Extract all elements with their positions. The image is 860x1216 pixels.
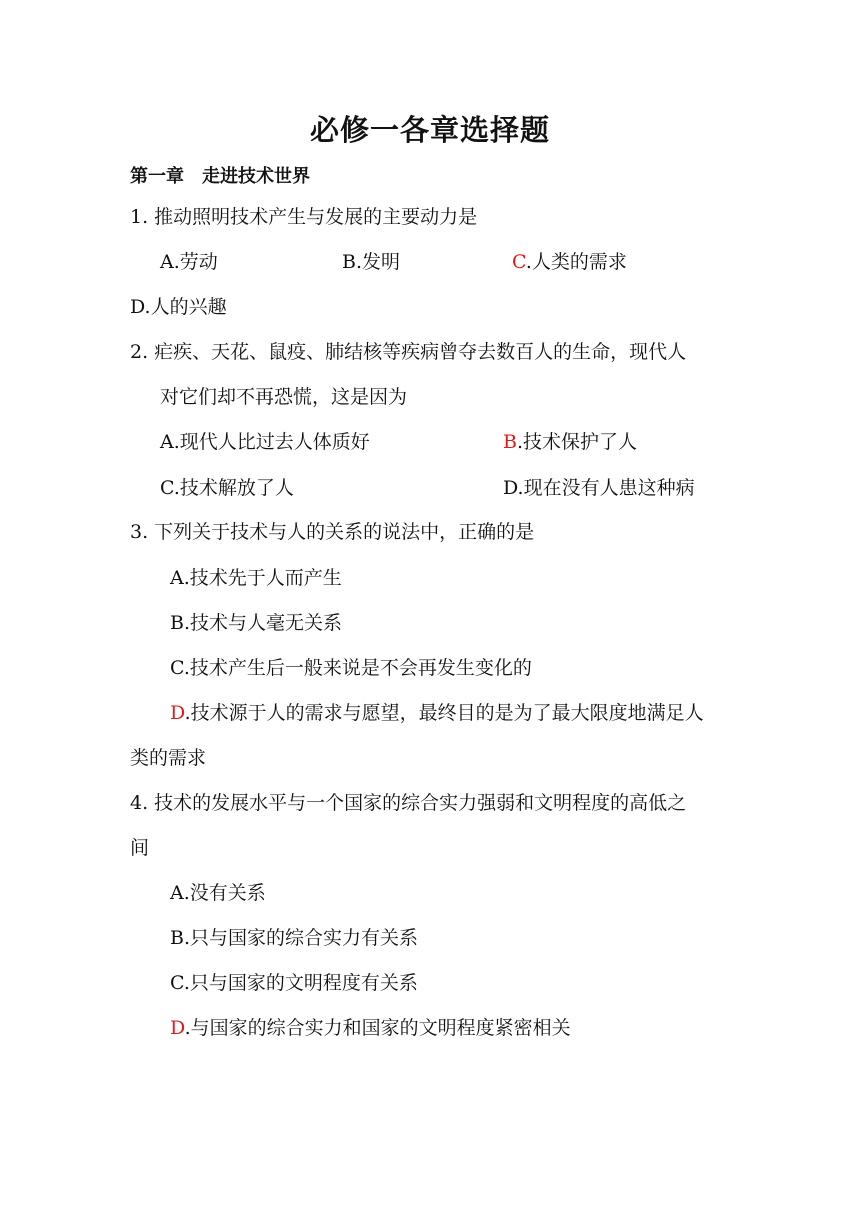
question-4-option-d [170,1016,571,1040]
question-2-option-c: C.技术解放了人 [160,477,294,499]
answer-mark: B [503,431,517,453]
answer-mark: C [512,251,526,273]
option-text: .技术保护了人 [516,431,638,453]
question-2-stem-continued: 对它们却不再恐慌，这是因为 [160,386,408,408]
question-3-option-a: A.技术先于人而产生 [170,567,342,589]
chapter-heading: 第一章 走进技术世界 [130,166,310,187]
question-3-option-b: B.技术与人毫无关系 [170,612,343,634]
question-4-option-a: A.没有关系 [170,882,266,904]
question-1-option-d: D.人的兴趣 [130,296,227,318]
question-4-stem-continued: 间 [130,837,150,859]
question-3-option-d-continued: 类的需求 [130,747,207,769]
question-1-option-b: B.发明 [342,251,401,273]
page-title: 必修一各章选择题 [309,113,550,147]
option-text: .技术源于人的需求与愿望，最终目的是为了最大限度地满足人 [184,702,704,724]
question-4-option-b: B.只与国家的综合实力有关系 [170,927,419,949]
question-1-option-a: A.劳动 [160,251,218,273]
question-3-option-c: C.技术产生后一般来说是不会再发生变化的 [170,657,532,679]
question-2-stem: 2. 疟疾、天花、鼠疫、肺结核等疾病曾夺去数百人的生命，现代人 [130,341,687,363]
answer-mark: D [170,1017,185,1039]
question-3-stem: 3. 下列关于技术与人的关系的说法中，正确的是 [130,521,535,543]
question-4-option-c: C.只与国家的文明程度有关系 [170,972,418,994]
question-2-option-b [503,430,637,454]
answer-mark: D [170,702,185,724]
option-text: .与国家的综合实力和国家的文明程度紧密相关 [184,1017,571,1039]
question-4-stem: 4. 技术的发展水平与一个国家的综合实力强弱和文明程度的高低之 [130,792,687,814]
question-1-stem: 1. 推动照明技术产生与发展的主要动力是 [130,206,478,228]
option-text: .人类的需求 [525,251,627,273]
question-2-option-d: D.现在没有人患这种病 [503,477,695,499]
question-3-option-d [170,701,704,725]
question-1-option-c [512,250,627,274]
question-2-option-a: A.现代人比过去人体质好 [160,431,370,453]
